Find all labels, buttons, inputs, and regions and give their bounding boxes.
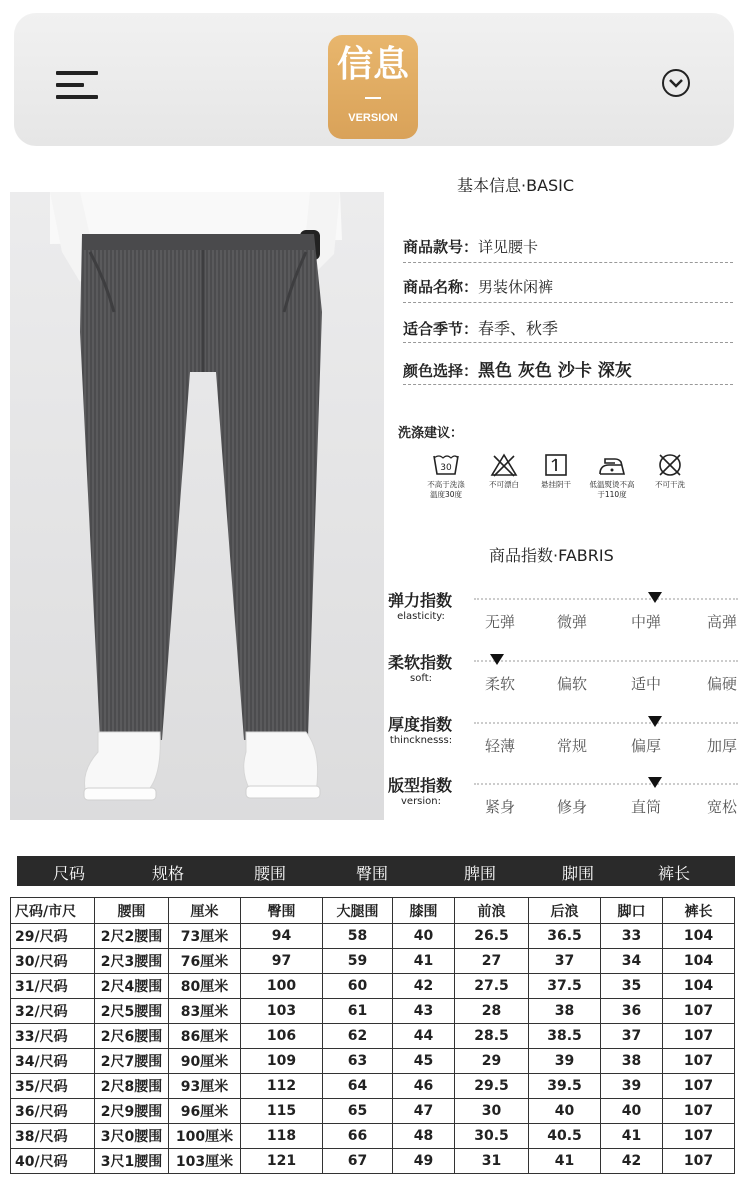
table-header-cell: 尺码/市尺 — [11, 898, 95, 924]
table-cell: 61 — [323, 999, 393, 1024]
size-bar-label: 腰围 — [254, 864, 287, 883]
table-cell: 2尺7腰围 — [95, 1049, 169, 1074]
table-cell: 40 — [601, 1099, 663, 1124]
table-cell: 42 — [601, 1149, 663, 1174]
info-key: 颜色选择： — [403, 362, 479, 380]
index-level-label: 高弹 — [706, 613, 737, 631]
index-subtitle: soft: — [410, 673, 432, 684]
table-cell: 3尺0腰围 — [95, 1124, 169, 1149]
table-cell: 46 — [393, 1074, 455, 1099]
table-header-cell: 膝围 — [393, 898, 455, 924]
table-cell: 45 — [393, 1049, 455, 1074]
info-value: 详见腰卡 — [478, 238, 539, 256]
index-level-label: 适中 — [630, 675, 661, 693]
table-cell: 42 — [393, 974, 455, 999]
table-cell: 41 — [529, 1149, 601, 1174]
size-bar-label: 脚围 — [562, 864, 595, 883]
table-cell: 107 — [663, 999, 735, 1024]
badge-title: 信息 — [336, 44, 409, 85]
table-cell: 65 — [323, 1099, 393, 1124]
index-scale-line — [474, 722, 738, 724]
index-level-label: 微弹 — [556, 613, 587, 631]
table-cell: 103厘米 — [169, 1149, 241, 1174]
table-header-cell: 后浪 — [529, 898, 601, 924]
table-cell: 36/尺码 — [11, 1099, 95, 1124]
fabric-index-title: 商品指数·FABRIS — [489, 546, 614, 565]
table-cell: 115 — [241, 1099, 323, 1124]
table-cell: 107 — [663, 1099, 735, 1124]
table-row — [11, 1074, 735, 1099]
table-cell: 109 — [241, 1049, 323, 1074]
table-cell: 118 — [241, 1124, 323, 1149]
table-cell: 30.5 — [455, 1124, 529, 1149]
table-cell: 38.5 — [529, 1024, 601, 1049]
menu-icon[interactable] — [56, 71, 98, 99]
info-key: 适合季节： — [403, 320, 479, 338]
index-scale-line — [474, 660, 738, 662]
index-subtitle: thincknesss: — [389, 735, 453, 746]
table-cell: 36 — [601, 999, 663, 1024]
table-cell: 2尺4腰围 — [95, 974, 169, 999]
table-cell: 31/尺码 — [11, 974, 95, 999]
table-cell: 34/尺码 — [11, 1049, 95, 1074]
table-cell: 2尺8腰围 — [95, 1074, 169, 1099]
table-cell: 60 — [323, 974, 393, 999]
table-cell: 83厘米 — [169, 999, 241, 1024]
table-row — [11, 1149, 735, 1174]
table-cell: 3尺1腰围 — [95, 1149, 169, 1174]
table-cell: 37 — [529, 949, 601, 974]
table-cell: 32/尺码 — [11, 999, 95, 1024]
size-bar-label: 脾围 — [464, 864, 497, 883]
table-cell: 107 — [663, 1049, 735, 1074]
table-cell: 35/尺码 — [11, 1074, 95, 1099]
basic-info-title: 基本信息·BASIC — [457, 176, 575, 195]
table-cell: 97 — [241, 949, 323, 974]
divider — [403, 384, 733, 385]
table-row — [11, 949, 735, 974]
table-cell: 103 — [241, 999, 323, 1024]
table-cell: 39 — [601, 1074, 663, 1099]
table-cell: 39 — [529, 1049, 601, 1074]
table-cell: 27.5 — [455, 974, 529, 999]
table-cell: 64 — [323, 1074, 393, 1099]
table-cell: 107 — [663, 1124, 735, 1149]
index-level-label: 偏软 — [556, 675, 587, 693]
table-cell: 94 — [241, 924, 323, 949]
info-value: 男装休闲裤 — [478, 278, 554, 296]
index-marker-icon — [648, 716, 662, 727]
table-cell: 41 — [601, 1124, 663, 1149]
table-header-cell: 腰围 — [95, 898, 169, 924]
info-key: 商品名称： — [403, 278, 479, 296]
size-bar-label: 规格 — [152, 864, 185, 883]
info-row-product-name — [403, 276, 733, 297]
divider — [403, 262, 733, 263]
table-cell: 40.5 — [529, 1124, 601, 1149]
table-cell: 76厘米 — [169, 949, 241, 974]
table-cell: 43 — [393, 999, 455, 1024]
table-cell: 73厘米 — [169, 924, 241, 949]
table-cell: 37 — [601, 1024, 663, 1049]
table-cell: 28 — [455, 999, 529, 1024]
info-row-style-number — [403, 236, 733, 257]
table-cell: 86厘米 — [169, 1024, 241, 1049]
table-cell: 107 — [663, 1024, 735, 1049]
table-row — [11, 1024, 735, 1049]
index-level-label: 加厚 — [706, 737, 737, 755]
no-dryclean-item — [634, 452, 706, 490]
table-cell: 30 — [455, 1099, 529, 1124]
table-cell: 35 — [601, 974, 663, 999]
table-cell: 37.5 — [529, 974, 601, 999]
table-cell: 62 — [323, 1024, 393, 1049]
index-level-label: 无弹 — [484, 613, 515, 631]
table-cell: 34 — [601, 949, 663, 974]
table-cell: 2尺5腰围 — [95, 999, 169, 1024]
table-cell: 106 — [241, 1024, 323, 1049]
index-level-label: 宽松 — [706, 798, 737, 816]
table-header-row — [11, 898, 735, 924]
table-cell: 90厘米 — [169, 1049, 241, 1074]
index-name: 厚度指数 — [388, 715, 453, 734]
index-level-label: 紧身 — [484, 798, 515, 816]
table-cell: 40 — [529, 1099, 601, 1124]
index-level-label: 中弹 — [630, 613, 661, 631]
table-cell: 2尺3腰围 — [95, 949, 169, 974]
table-cell: 49 — [393, 1149, 455, 1174]
index-level-label: 轻薄 — [484, 737, 515, 755]
table-cell: 100 — [241, 974, 323, 999]
table-row — [11, 1049, 735, 1074]
info-value: 黑色 灰色 沙卡 深灰 — [478, 361, 632, 381]
wash-caption: 不可漂白 — [489, 480, 519, 489]
badge-subtitle: VERSION — [348, 112, 398, 124]
table-cell: 80厘米 — [169, 974, 241, 999]
divider — [403, 342, 733, 343]
size-bar-label: 尺码 — [53, 864, 86, 883]
table-cell: 67 — [323, 1149, 393, 1174]
info-row-colors — [403, 356, 733, 381]
table-cell: 48 — [393, 1124, 455, 1149]
wash-temp-label: 30 — [440, 463, 452, 473]
table-cell: 66 — [323, 1124, 393, 1149]
index-name: 版型指数 — [388, 776, 453, 795]
table-cell: 26.5 — [455, 924, 529, 949]
table-cell: 58 — [323, 924, 393, 949]
index-level-label: 柔软 — [484, 675, 515, 693]
index-scale-line — [474, 783, 738, 785]
table-cell: 33 — [601, 924, 663, 949]
table-row — [11, 999, 735, 1024]
table-cell: 39.5 — [529, 1074, 601, 1099]
wash-caption: 低温熨烫不高于110度 — [589, 480, 635, 499]
badge-divider — [365, 97, 381, 99]
index-level-label: 直筒 — [630, 798, 661, 816]
table-cell: 121 — [241, 1149, 323, 1174]
index-name: 弹力指数 — [388, 591, 453, 610]
index-marker-icon — [490, 654, 504, 665]
index-scale-line — [474, 598, 738, 600]
table-cell: 107 — [663, 1149, 735, 1174]
table-header-cell: 裤长 — [663, 898, 735, 924]
table-cell: 29/尺码 — [11, 924, 95, 949]
table-cell: 41 — [393, 949, 455, 974]
index-marker-icon — [648, 777, 662, 788]
index-subtitle: version: — [401, 796, 441, 807]
table-cell: 40 — [393, 924, 455, 949]
index-subtitle: elasticity: — [397, 611, 445, 622]
table-row — [11, 1124, 735, 1149]
header-banner — [14, 13, 734, 146]
table-header-cell: 前浪 — [455, 898, 529, 924]
table-cell: 38/尺码 — [11, 1124, 95, 1149]
table-cell: 27 — [455, 949, 529, 974]
low-iron-icon — [597, 452, 627, 478]
size-bar-label: 臀围 — [356, 864, 389, 883]
product-photo — [10, 192, 384, 820]
table-cell: 100厘米 — [169, 1124, 241, 1149]
wash-caption: 悬挂阴干 — [541, 480, 571, 489]
table-cell: 29 — [455, 1049, 529, 1074]
table-header-cell: 臀围 — [241, 898, 323, 924]
table-row — [11, 1099, 735, 1124]
table-cell: 93厘米 — [169, 1074, 241, 1099]
table-cell: 29.5 — [455, 1074, 529, 1099]
table-cell: 104 — [663, 924, 735, 949]
no-bleach-icon — [490, 452, 518, 478]
table-cell: 28.5 — [455, 1024, 529, 1049]
table-cell: 112 — [241, 1074, 323, 1099]
wash-caption: 不可干洗 — [655, 480, 685, 489]
index-level-label: 偏硬 — [706, 675, 737, 693]
table-cell: 104 — [663, 974, 735, 999]
size-bar-label: 裤长 — [658, 864, 691, 883]
table-row — [11, 974, 735, 999]
table-cell: 104 — [663, 949, 735, 974]
chevron-down-circle-icon[interactable] — [661, 68, 691, 98]
info-row-season — [403, 316, 733, 339]
table-cell: 38 — [529, 999, 601, 1024]
table-cell: 30/尺码 — [11, 949, 95, 974]
table-cell: 47 — [393, 1099, 455, 1124]
size-header-bar — [17, 856, 735, 886]
index-level-label: 偏厚 — [630, 737, 661, 755]
hang-dry-icon — [542, 452, 570, 478]
table-cell: 96厘米 — [169, 1099, 241, 1124]
table-cell: 38 — [601, 1049, 663, 1074]
index-name: 柔软指数 — [388, 653, 453, 672]
index-level-label: 常规 — [556, 737, 587, 755]
version-badge — [328, 35, 418, 139]
table-cell: 36.5 — [529, 924, 601, 949]
table-cell: 33/尺码 — [11, 1024, 95, 1049]
table-cell: 31 — [455, 1149, 529, 1174]
table-cell: 2尺2腰围 — [95, 924, 169, 949]
table-cell: 2尺9腰围 — [95, 1099, 169, 1124]
wash-caption: 不高于洗涤温度30度 — [427, 480, 465, 499]
table-cell: 107 — [663, 1074, 735, 1099]
table-header-cell: 大腿围 — [323, 898, 393, 924]
table-cell: 44 — [393, 1024, 455, 1049]
table-cell: 40/尺码 — [11, 1149, 95, 1174]
table-header-cell: 脚口 — [601, 898, 663, 924]
index-marker-icon — [648, 592, 662, 603]
table-cell: 59 — [323, 949, 393, 974]
no-dryclean-icon — [656, 452, 684, 478]
table-cell: 63 — [323, 1049, 393, 1074]
wash-title: 洗涤建议： — [398, 426, 464, 441]
table-cell: 2尺6腰围 — [95, 1024, 169, 1049]
size-table — [10, 897, 735, 1174]
wash-30-icon — [432, 452, 460, 478]
info-value: 春季、秋季 — [478, 319, 559, 338]
index-level-label: 修身 — [556, 798, 587, 816]
table-header-cell: 厘米 — [169, 898, 241, 924]
info-key: 商品款号： — [403, 238, 479, 256]
table-row — [11, 924, 735, 949]
divider — [403, 302, 733, 303]
